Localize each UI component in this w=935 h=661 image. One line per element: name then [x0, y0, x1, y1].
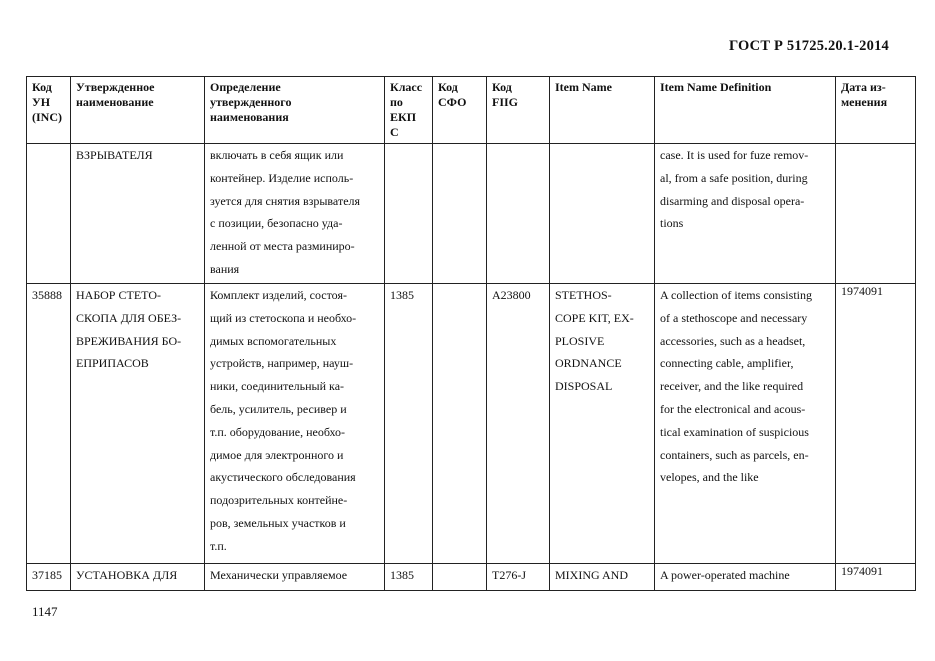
cell-approved-name	[71, 144, 205, 284]
table-row	[27, 144, 916, 284]
text-line: COPE KIT, EX-	[555, 310, 634, 325]
cell-change-date	[836, 144, 916, 284]
document-code: ГОСТ Р 51725.20.1-2014	[728, 38, 889, 54]
cell-change-date: 1974091	[836, 564, 916, 591]
header-sfo	[433, 77, 487, 144]
text-line: disarming and disposal opera-	[660, 193, 805, 208]
header-inc	[27, 77, 71, 144]
text-line: зуется для снятия взрывателя	[210, 193, 361, 208]
text-line: т.п. оборудование, необхо-	[210, 424, 345, 439]
cell-item-name-definition	[655, 144, 836, 284]
cell-definition	[205, 284, 385, 564]
text-line: PLOSIVE	[555, 333, 605, 348]
header-item-name	[550, 77, 655, 144]
cell-definition	[205, 564, 385, 591]
text-line: tical examination of suspicious	[660, 424, 809, 439]
text-line: for the electronical and acous-	[660, 401, 806, 416]
text-line: включать в себя ящик или	[210, 148, 344, 162]
header-class	[385, 77, 433, 144]
header-approved-name	[71, 77, 205, 144]
catalog-table	[26, 76, 916, 591]
text-line: tions	[660, 216, 684, 231]
text-line: ЕПРИПАСОВ	[76, 356, 149, 371]
text-line: ров, земельных участков и	[210, 515, 346, 530]
text-line: вания	[210, 261, 240, 276]
header-definition	[205, 77, 385, 144]
cell-sfo	[433, 284, 487, 564]
text-line: УСТАНОВКА ДЛЯ	[76, 568, 178, 582]
text-line: Комплект изделий, состоя-	[210, 288, 347, 302]
text-line: velopes, and the like	[660, 470, 759, 485]
cell-sfo	[433, 144, 487, 284]
text-line: димых вспомогательных	[210, 333, 337, 348]
text-line: Код	[492, 80, 512, 94]
text-line: (INC)	[32, 110, 62, 124]
header-fiig	[487, 77, 550, 144]
text-line: наименование	[76, 95, 154, 109]
text-line: STETHOS-	[555, 288, 612, 302]
text-line: Класс	[390, 80, 423, 94]
text-line: подозрительных контейне-	[210, 493, 348, 508]
cell-fiig	[487, 144, 550, 284]
cell-item-name	[550, 284, 655, 564]
text-line: al, from a safe position, during	[660, 170, 808, 185]
text-line: контейнер. Изделие исполь-	[210, 170, 354, 185]
text-line: MIXING AND	[555, 568, 628, 582]
cell-approved-name	[71, 284, 205, 564]
cell-item-name	[550, 564, 655, 591]
text-line: утвержденного	[210, 95, 292, 109]
text-line: Item Name Definition	[660, 80, 772, 94]
cell-change-date: 1974091	[836, 284, 916, 564]
text-line: containers, such as parcels, en-	[660, 447, 809, 462]
text-line: accessories, such as a headset,	[660, 333, 806, 348]
text-line: Механически управляемое	[210, 568, 348, 582]
text-line: С	[390, 125, 399, 139]
text-line: FIIG	[492, 95, 519, 109]
text-line: ORDNANCE	[555, 356, 622, 371]
cell-approved-name	[71, 564, 205, 591]
text-line: receiver, and the like required	[660, 379, 804, 394]
text-line: DISPOSAL	[555, 379, 613, 394]
text-line: УН	[32, 95, 51, 109]
text-line: Item Name	[555, 80, 612, 94]
text-line: СКОПА ДЛЯ ОБЕЗ-	[76, 310, 182, 325]
text-line: димое для электронного и	[210, 447, 344, 462]
table-header-row	[27, 77, 916, 144]
text-line: of a stethoscope and necessary	[660, 310, 808, 325]
text-line: Определение	[210, 80, 281, 94]
text-line: ники, соединительный ка-	[210, 379, 345, 394]
text-line: A collection of items consisting	[660, 288, 812, 302]
text-line: ВЗРЫВАТЕЛЯ	[76, 148, 153, 162]
cell-class	[385, 144, 433, 284]
text-line: case. It is used for fuze remov-	[660, 148, 809, 162]
text-line: менения	[841, 95, 888, 109]
text-line: Код	[438, 80, 458, 94]
text-line: Дата из-	[841, 80, 886, 94]
text-line: наименования	[210, 110, 289, 124]
cell-class: 1385	[385, 284, 433, 564]
cell-item-name	[550, 144, 655, 284]
text-line: A power-operated machine	[660, 568, 790, 582]
text-line: по	[390, 95, 403, 109]
text-line: НАБОР СТЕТО-	[76, 288, 161, 302]
text-line: т.п.	[210, 538, 227, 553]
page-number: 1147	[32, 604, 58, 619]
cell-sfo	[433, 564, 487, 591]
text-line: устройств, например, науш-	[210, 356, 354, 371]
cell-fiig: T276-J	[487, 564, 550, 591]
text-line: ВРЕЖИВАНИЯ БО-	[76, 333, 182, 348]
cell-item-name-definition	[655, 564, 836, 591]
table-row	[27, 564, 916, 591]
text-line: Код	[32, 80, 52, 94]
header-change-date	[836, 77, 916, 144]
text-line: с позиции, безопасно уда-	[210, 216, 343, 231]
text-line: СФО	[438, 95, 467, 109]
cell-inc	[27, 144, 71, 284]
cell-inc: 35888	[27, 284, 71, 564]
cell-definition	[205, 144, 385, 284]
cell-fiig: A23800	[487, 284, 550, 564]
cell-class: 1385	[385, 564, 433, 591]
text-line: connecting cable, amplifier,	[660, 356, 794, 371]
cell-item-name-definition	[655, 284, 836, 564]
header-item-name-definition	[655, 77, 836, 144]
text-line: акустического обследования	[210, 470, 356, 485]
text-line: ленной от места разминиро-	[210, 239, 355, 254]
cell-inc: 37185	[27, 564, 71, 591]
text-line: Утвержденное	[76, 80, 155, 94]
text-line: ЕКП	[390, 110, 417, 124]
text-line: бель, усилитель, ресивер и	[210, 401, 347, 416]
table-row	[27, 284, 916, 564]
text-line: щий из стетоскопа и необхо-	[210, 310, 357, 325]
